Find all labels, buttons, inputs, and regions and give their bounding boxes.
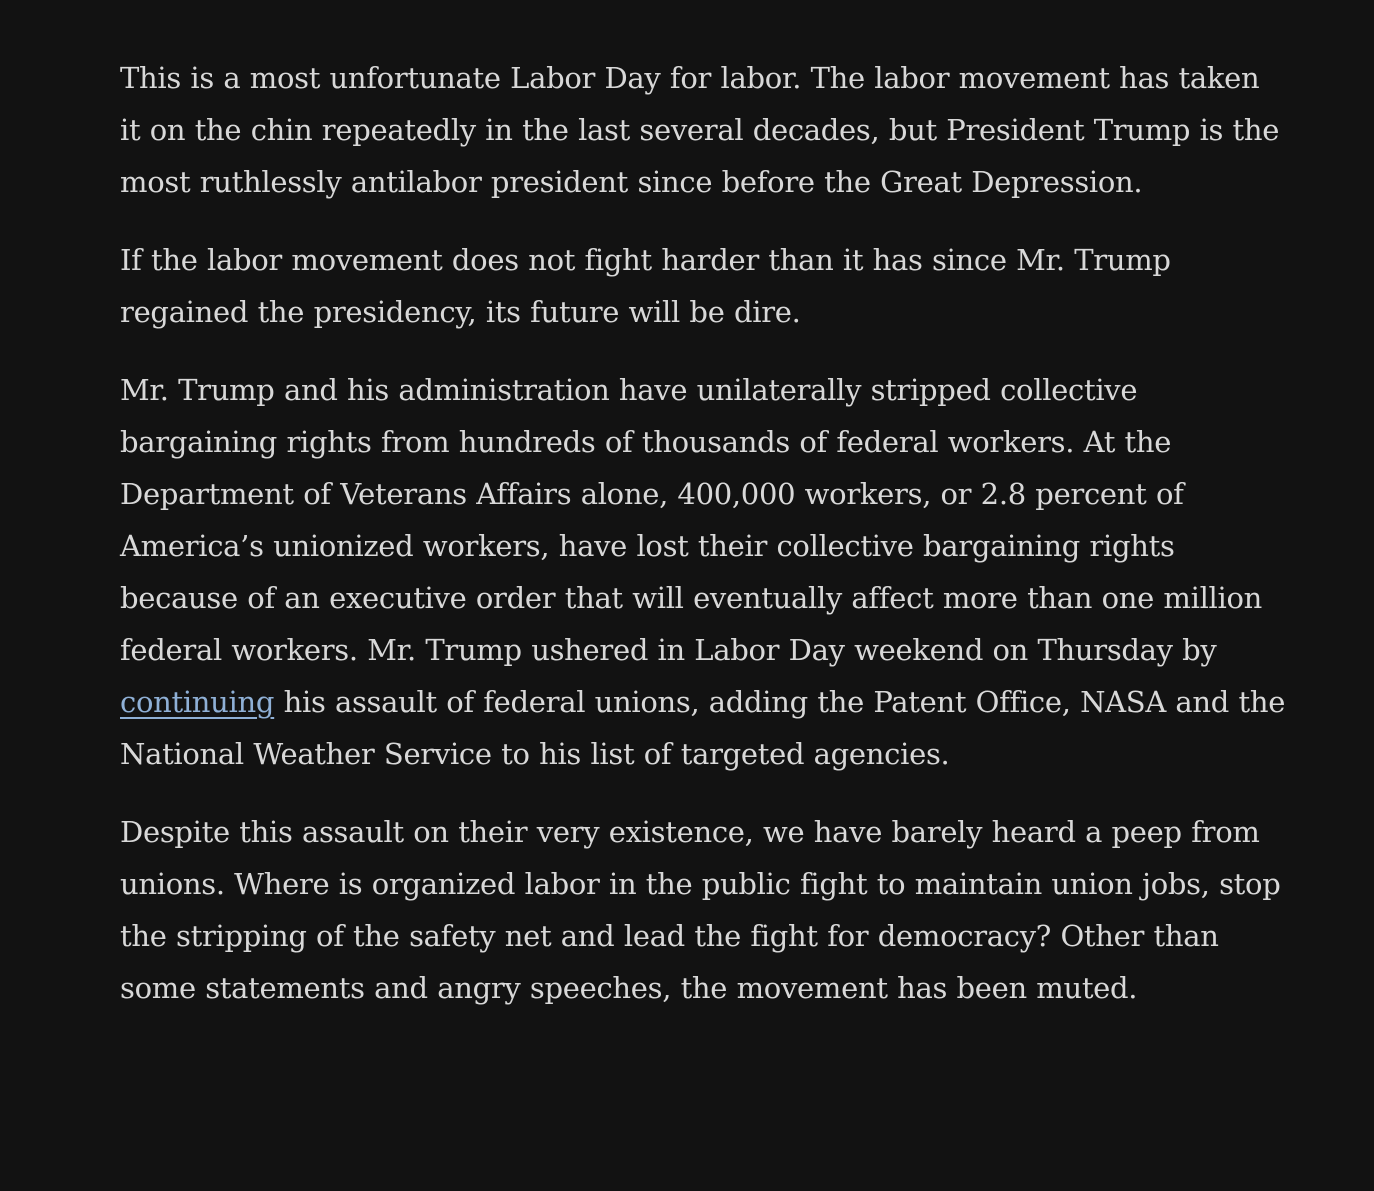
continuing-link[interactable]: continuing <box>120 685 275 719</box>
paragraph-text-after-link: his assault of federal unions, adding the Patent Office, NASA and the National Weather Service to his list of targeted agencies. <box>120 685 1286 771</box>
paragraph-collective-bargaining <box>120 364 1286 780</box>
paragraph-union-response: Despite this assault on their very existence, we have barely heard a peep from unions. Where is organized labor in the public fight to maintain union jobs, stop the stripping of the safety net and lead the fight for democracy? Other than some statements and angry speeches, the movement has been muted. <box>120 815 1281 1005</box>
paragraph-labor-movement-future: If the labor movement does not fight harder than it has since Mr. Trump regained the presidency, its future will be dire. <box>120 243 1171 329</box>
paragraph-text-before-link: Mr. Trump and his administration have unilaterally stripped collective bargaining rights from hundreds of thousands of federal workers. At the Department of Veterans Affairs alone, 400,000 workers, or 2.8 percent of America’s unionized workers, have lost their collective bargaining rights because of an executive order that will eventually affect more than one million federal workers. Mr. Trump ushered in Labor Day weekend on Thursday by <box>120 373 1263 667</box>
paragraph-labor-day: This is a most unfortunate Labor Day for labor. The labor movement has taken it on the chin repeatedly in the last several decades, but President Trump is the most ruthlessly antilabor president since before the Great Depression. <box>120 61 1280 199</box>
